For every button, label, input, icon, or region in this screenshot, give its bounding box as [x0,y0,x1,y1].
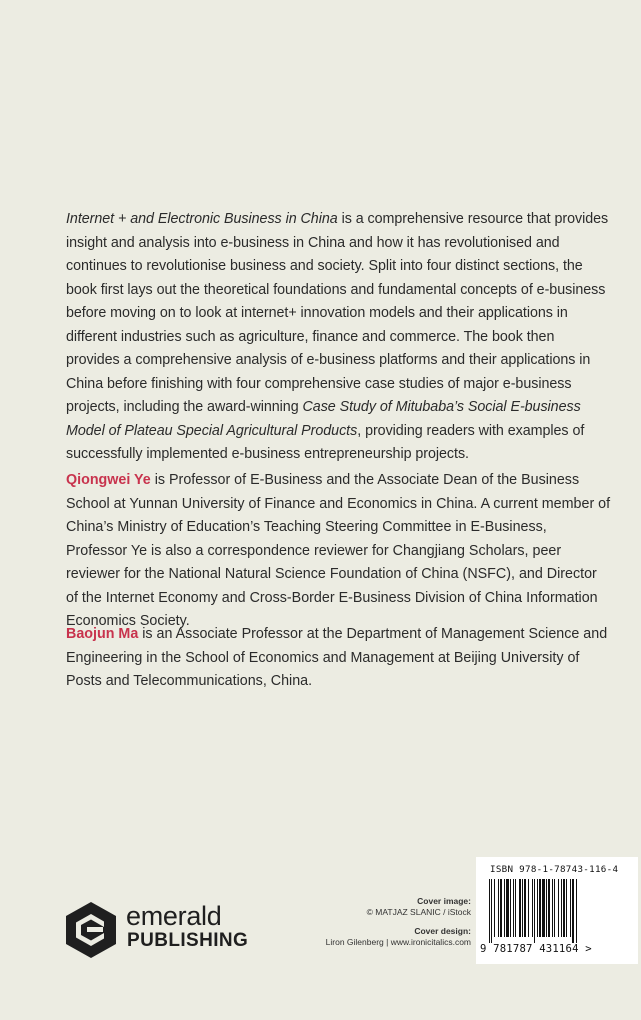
barcode-bar [561,879,562,937]
barcode-bar [513,879,514,937]
logo-subtitle: PUBLISHING [127,930,249,951]
barcode-bar [522,879,523,937]
barcode-bar [510,879,511,937]
barcode-bar [542,879,545,937]
author-name: Qiongwei Ye [66,472,151,488]
barcode-bar [515,879,516,937]
barcode-bar [546,879,547,937]
barcode-bar [500,879,502,937]
isbn-barcode [476,857,638,964]
cover-design-credit: Liron Gilenberg | www.ironicitalics.com [325,937,471,947]
barcode-bar [570,879,571,937]
barcode-bar [506,879,509,937]
author-bio-ye [66,469,611,634]
barcode-bar [534,879,535,943]
barcode-bar [537,879,538,937]
barcode-digits: 9 781787 431164 > [480,943,592,955]
isbn-number: ISBN 978-1-78743-116-4 [490,864,619,875]
barcode-bar [554,879,555,937]
barcode-bar [563,879,565,937]
book-title: Internet + and Electronic Business in China [66,211,338,227]
cover-image-label: Cover image: [417,896,471,906]
barcode-bar [572,879,574,943]
barcode-bars [488,879,614,943]
barcode-bar [504,879,505,937]
barcode-bar [539,879,541,937]
barcode-bar [491,879,492,943]
barcode-bar [528,879,529,937]
barcode-bar [494,879,495,937]
barcode-bar [558,879,559,937]
author-bio-ma [66,623,611,694]
author-bio-text: is an Associate Professor at the Department of Management Science and Engineering in the School of Economics and Management at Beijing University of Posts and Telecommunications, China. [66,626,608,689]
author-name: Baojun Ma [66,626,139,642]
barcode-bar [552,879,553,937]
logo-wordmark: emerald [126,901,222,931]
description-text-2: , providing readers with examples of successfully implemented e-business entrepreneurship projects. [66,422,585,462]
cover-design-label: Cover design: [414,926,471,936]
case-study-title: Case Study of Mitubaba’s Social E-business Model of Plateau Special Agricultural Products [66,399,581,439]
cover-credits [271,896,471,948]
barcode-bar [524,879,526,937]
barcode-bar [498,879,499,937]
emerald-logo-icon [64,900,118,960]
barcode-bar [519,879,521,937]
publisher-logo [64,900,254,960]
description-text-1: is a comprehensive resource that provides insight and analysis into e-business in China and how it has revolutionised and continues to revolutionise business and society. Split into four distinct sections, the book first lays out the theoretical foundations and fundamental concepts of e-business before moving on to look at internet+ innovation models and their applications in different industries such as agriculture, finance and commerce. The book then provides a comprehensive analysis of e-business platforms and their applications in China before finishing with four comprehensive case studies of major e-business projects, including the award-winning [66,211,609,415]
barcode-bar [532,879,533,937]
barcode-bar [548,879,550,937]
cover-image-credit: © MATJAZ SLANIC / iStock [366,907,471,917]
author-bio-text: is Professor of E-Business and the Associate Dean of the Business School at Yunnan University of Finance and Economics in China. A current member of China’s Ministry of Education’s Teaching Steering Committee in E-Business, Professor Ye is also a correspondence reviewer for Changjiang Scholars, peer reviewer for the National Natural Science Foundation of China (NSFC), and Director of the Internet Economy and Cross-Border E-Business Division of China Information Economics Society. [66,472,611,629]
barcode-bar [489,879,490,943]
barcode-bar [576,879,577,943]
barcode-bar [566,879,567,937]
book-description [66,208,611,467]
